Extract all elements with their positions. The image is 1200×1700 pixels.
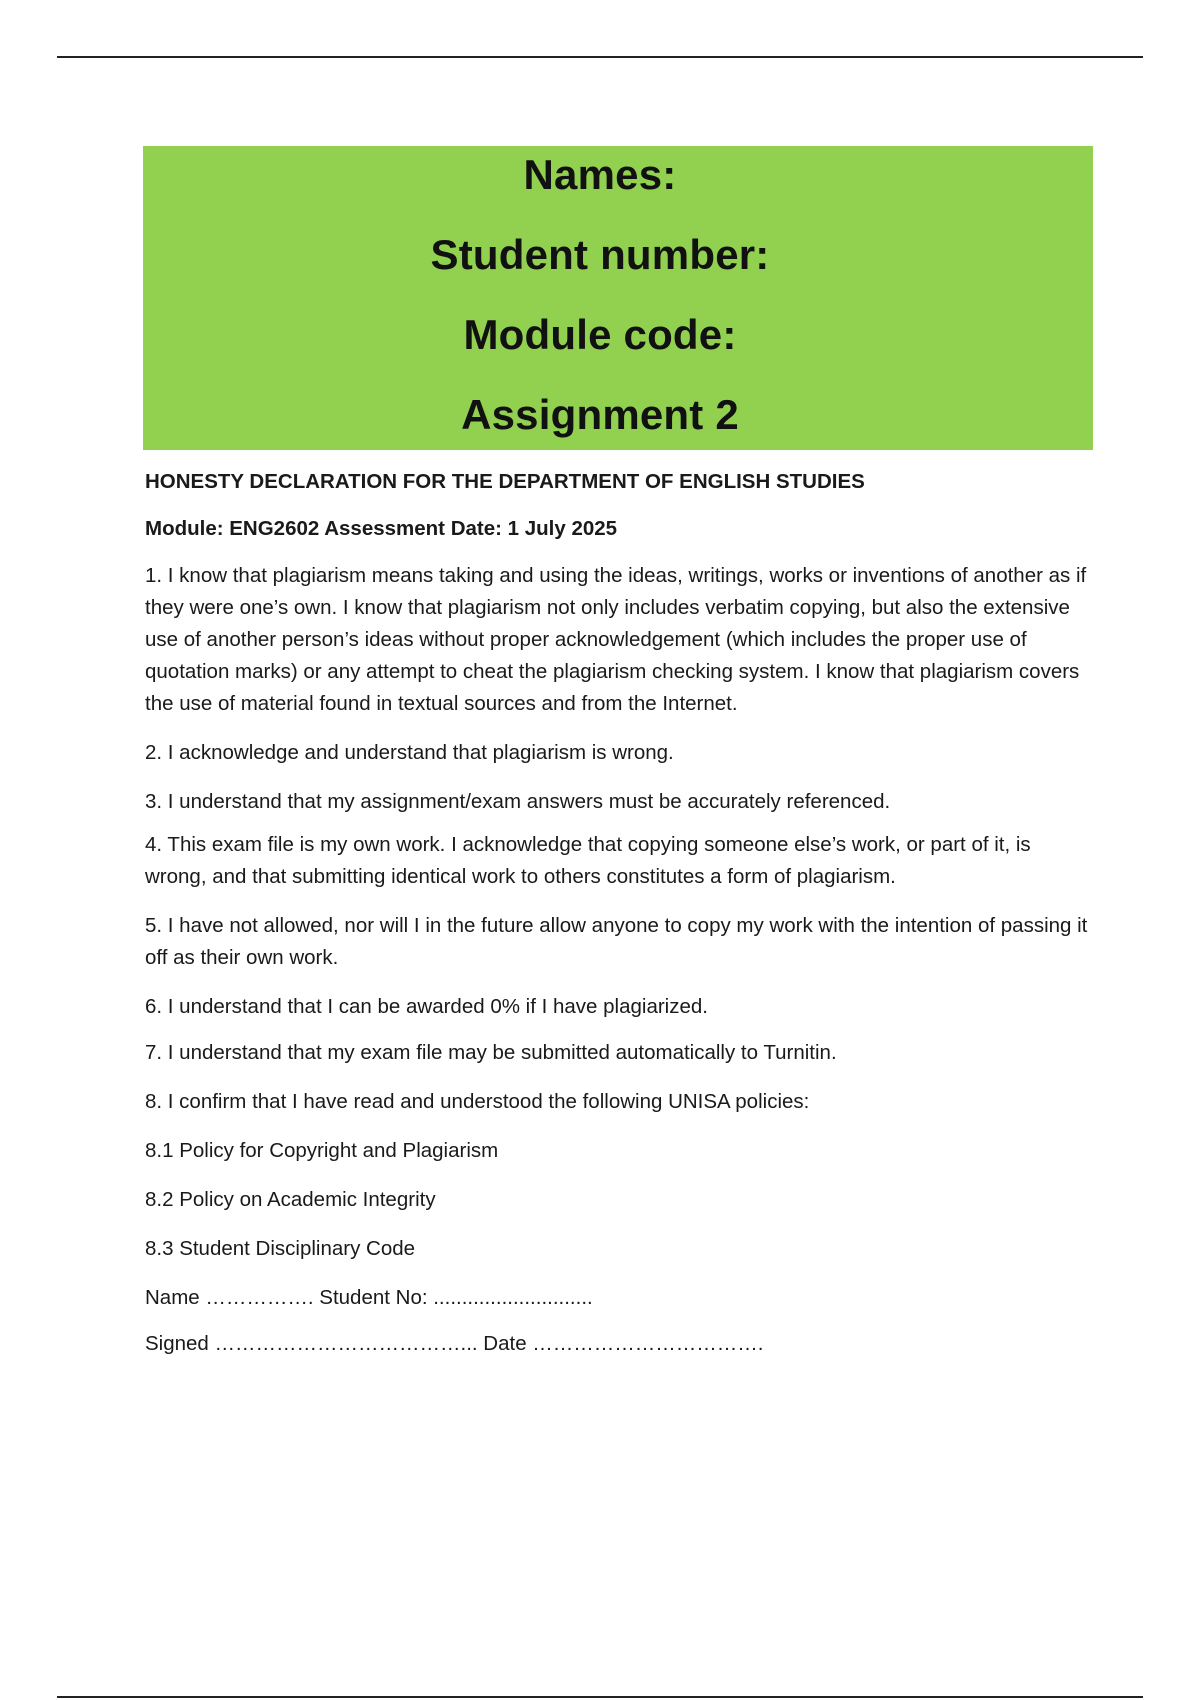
policy-item-3: 8.3 Student Disciplinary Code (145, 1237, 416, 1260)
declaration-title: HONESTY DECLARATION FOR THE DEPARTMENT OF ENGLISH STUDIES (145, 470, 865, 493)
declaration-item-2: 2. I acknowledge and understand that plagiarism is wrong. (145, 741, 674, 764)
module-assessment-line: Module: ENG2602 Assessment Date: 1 July 2025 (145, 517, 618, 540)
declaration-item-3: 3. I understand that my assignment/exam answers must be accurately referenced. (145, 790, 891, 813)
declaration-body (145, 466, 1095, 1377)
policy-item-1: 8.1 Policy for Copyright and Plagiarism (145, 1139, 499, 1162)
top-rule (57, 56, 1143, 58)
module-code-label: Module code: (463, 311, 737, 358)
declaration-item-7: 7. I understand that my exam file may be submitted automatically to Turnitin. (145, 1041, 837, 1064)
bottom-rule (57, 1696, 1143, 1698)
name-student-no-line: Name ……………. Student No: ............................ (145, 1286, 593, 1309)
declaration-item-4: 4. This exam file is my own work. I acknowledge that copying someone else’s work, or part of it, is wrong, and that submitting identical work to others constitutes a form of plagiarism. (145, 833, 1031, 888)
signed-date-line: Signed ………………………………... Date ……………………………. (145, 1332, 764, 1355)
policy-item-2: 8.2 Policy on Academic Integrity (145, 1188, 436, 1211)
names-label: Names: (523, 151, 677, 198)
assignment-label: Assignment 2 (461, 391, 739, 438)
declaration-item-8: 8. I confirm that I have read and understood the following UNISA policies: (145, 1090, 810, 1113)
declaration-item-6: 6. I understand that I can be awarded 0% if I have plagiarized. (145, 995, 708, 1018)
declaration-item-1: 1. I know that plagiarism means taking and using the ideas, writings, works or inventions of another as if they were one’s own. I know that plagiarism not only includes verbatim copying, but also the extensive use of another person’s ideas without proper acknowledgement (which includes the proper use of quotation marks) or any attempt to cheat the plagiarism checking system. I know that plagiarism covers the use of material found in textual sources and from the Internet. (145, 564, 1087, 715)
student-number-label: Student number: (430, 231, 770, 278)
declaration-item-5: 5. I have not allowed, nor will I in the future allow anyone to copy my work with the intention of passing it off as their own work. (145, 914, 1088, 969)
